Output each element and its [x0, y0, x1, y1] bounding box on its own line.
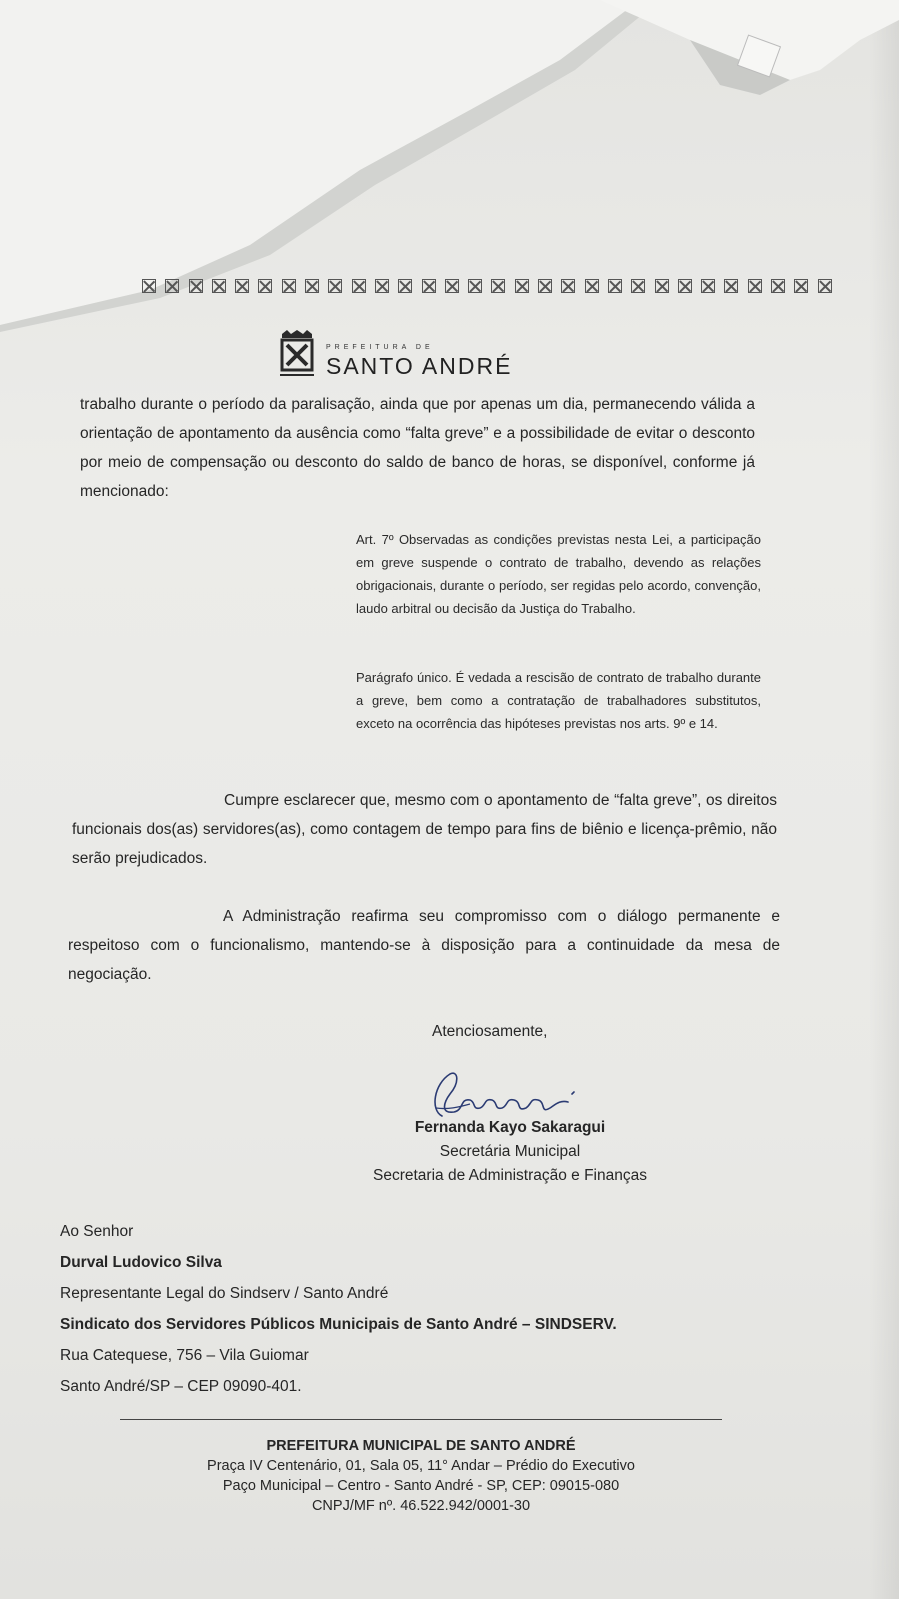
cross-mark-icon [655, 279, 669, 293]
cross-mark-icon [422, 279, 436, 293]
cross-mark-icon [491, 279, 505, 293]
footer-address-line-2: Paço Municipal – Centro - Santo André - SP, CEP: 09015-080 [222, 1478, 620, 1494]
footer-divider [120, 1419, 722, 1420]
cross-mark-icon [724, 279, 738, 293]
cross-mark-icon [328, 279, 342, 293]
recipient-name: Durval Ludovico Silva [60, 1254, 222, 1271]
cross-mark-icon [468, 279, 482, 293]
body-paragraph-3: A Administração reafirma seu compromisso com o diálogo permanente e respeitoso com o funcionalismo, mantendo-se à disposição para a continuidade da mesa de negociação. [68, 908, 780, 983]
cross-mark-icon [235, 279, 249, 293]
signer-name: Fernanda Kayo Sakaragui [414, 1119, 606, 1136]
body-paragraph-2: Cumpre esclarecer que, mesmo com o apontamento de “falta greve”, os direitos funcionais dos(as) servidores(as), como contagem de tempo para fins de biênio e licença-prêmio, não serão prejudicados. [72, 792, 777, 867]
cross-mark-icon [678, 279, 692, 293]
cross-mark-icon [748, 279, 762, 293]
handwritten-signature [420, 1064, 590, 1124]
cross-mark-icon [771, 279, 785, 293]
cross-mark-icon [515, 279, 529, 293]
cross-mark-icon [352, 279, 366, 293]
footer-address-line-1: Praça IV Centenário, 01, Sala 05, 11° Andar – Prédio do Executivo [207, 1458, 635, 1474]
prefeitura-logo [278, 330, 512, 380]
decorative-cross-strip [142, 276, 832, 296]
cross-mark-icon [212, 279, 226, 293]
cross-mark-icon [794, 279, 808, 293]
recipient-address-block [60, 1216, 617, 1402]
cross-mark-icon [445, 279, 459, 293]
cross-mark-icon [165, 279, 179, 293]
signature-block [330, 1116, 690, 1188]
cross-mark-icon [561, 279, 575, 293]
recipient-salutation: Ao Senhor [60, 1223, 134, 1240]
cross-mark-icon [375, 279, 389, 293]
signer-role: Secretária Municipal [439, 1143, 581, 1160]
law-quote-article-7: Art. 7º Observadas as condições previstas nesta Lei, a participação em greve suspende o contrato de trabalho, devendo as relações obrigacionais, durante o período, ser regidas pelo acordo, convenção, laudo arbitral ou decisão da Justiça do Trabalho. [356, 532, 761, 616]
law-quote-paragraph-unico: Parágrafo único. É vedada a rescisão de contrato de trabalho durante a greve, bem como a contratação de trabalhadores substitutos, exceto na ocorrência das hipóteses previstas nos arts. 9º e 14. [356, 670, 761, 731]
cross-mark-icon [631, 279, 645, 293]
cross-mark-icon [258, 279, 272, 293]
cross-mark-icon [142, 279, 156, 293]
cross-mark-icon [305, 279, 319, 293]
recipient-street: Rua Catequese, 756 – Vila Guiomar [60, 1347, 309, 1364]
footer-title: PREFEITURA MUNICIPAL DE SANTO ANDRÉ [266, 1438, 576, 1454]
cross-mark-icon [585, 279, 599, 293]
footer-cnpj: CNPJ/MF nº. 46.522.942/0001-30 [311, 1498, 531, 1514]
body-paragraph-1: trabalho durante o período da paralisação, ainda que por apenas um dia, permanecendo válida a orientação de apontamento da ausência como “falta greve” e a possibilidade de evitar o desconto por meio de compensação ou desconto do saldo de banco de horas, se disponível, conforme já mencionado: [80, 396, 755, 500]
closing-salutation: Atenciosamente, [432, 1023, 548, 1040]
cross-mark-icon [282, 279, 296, 293]
cross-mark-icon [701, 279, 715, 293]
logo-title: SANTO ANDRÉ [326, 353, 513, 379]
cross-mark-icon [189, 279, 203, 293]
logo-subtitle: PREFEITURA DE [326, 344, 434, 351]
signer-department: Secretaria de Administração e Finanças [373, 1167, 647, 1184]
cross-mark-icon [398, 279, 412, 293]
recipient-organization: Sindicato dos Servidores Públicos Municipais de Santo André – SINDSERV. [60, 1316, 617, 1333]
footer-block [120, 1436, 722, 1516]
cross-mark-icon [538, 279, 552, 293]
recipient-role: Representante Legal do Sindserv / Santo André [60, 1285, 389, 1302]
recipient-city: Santo André/SP – CEP 09090-401. [60, 1378, 302, 1395]
city-crest-icon [278, 330, 316, 380]
cross-mark-icon [818, 279, 832, 293]
cross-mark-icon [608, 279, 622, 293]
